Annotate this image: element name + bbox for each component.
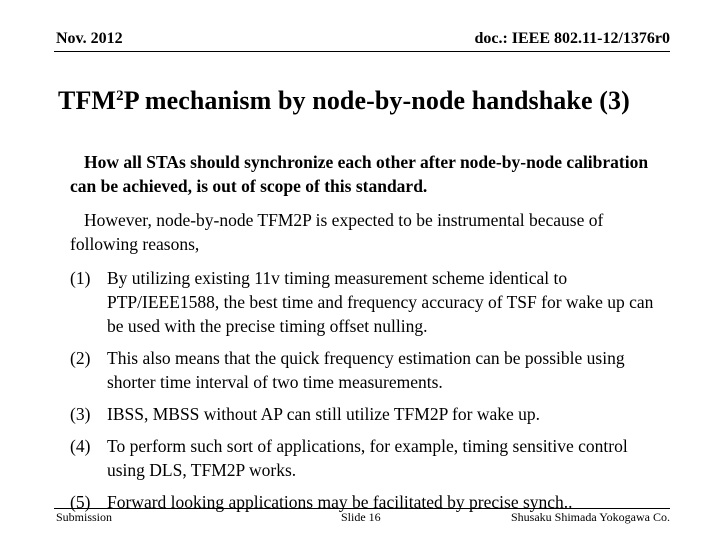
list-item-text: To perform such sort of applications, for example, timing sensitive control using DLS, TFM2P works.: [107, 436, 628, 480]
footer-slide-number: Slide 16: [341, 510, 381, 524]
title-part1: TFM: [58, 86, 117, 115]
footer-divider: [54, 508, 670, 509]
list-item-text: Forward looking applications may be facilitated by precise synch..: [107, 492, 573, 512]
list-item: [70, 402, 670, 426]
list-item-number: (5): [70, 492, 91, 512]
list-item-text: This also means that the quick frequency estimation can be possible using shorter time interval of two time measurements.: [107, 348, 625, 392]
footer-submission: Submission: [56, 510, 113, 524]
list-item-text: IBSS, MBSS without AP can still utilize TFM2P for wake up.: [107, 404, 540, 424]
header-date: Nov. 2012: [56, 30, 123, 47]
list-item-number: (1): [70, 268, 91, 288]
header-divider: [54, 51, 670, 52]
footer-author: Shusaku Shimada Yokogawa Co.: [510, 510, 670, 524]
list-item-number: (2): [70, 348, 91, 368]
title-superscript: 2: [116, 88, 124, 104]
list-item-text: By utilizing existing 11v timing measurement scheme identical to PTP/IEEE1588, the best time and frequency accuracy of TSF for wake up can be used with the precise timing offset nulling.: [107, 268, 654, 336]
title-part2: P mechanism by node-by-node handshake (3): [123, 86, 630, 115]
list-item: [70, 346, 670, 394]
list-item: [70, 266, 670, 338]
header-doc-id: doc.: IEEE 802.11-12/1376r0: [474, 30, 670, 47]
body-paragraph-1: How all STAs should synchronize each other after node-by-node calibration can be achieved, is out of scope of this standard.: [70, 152, 649, 196]
list-item-number: (3): [70, 404, 91, 424]
body-paragraph-2: However, node-by-node TFM2P is expected to be instrumental because of following reasons,: [70, 210, 604, 254]
list-item-number: (4): [70, 436, 91, 456]
list-item: [70, 434, 670, 482]
slide-title: [58, 86, 630, 116]
slide-body: [70, 150, 670, 522]
